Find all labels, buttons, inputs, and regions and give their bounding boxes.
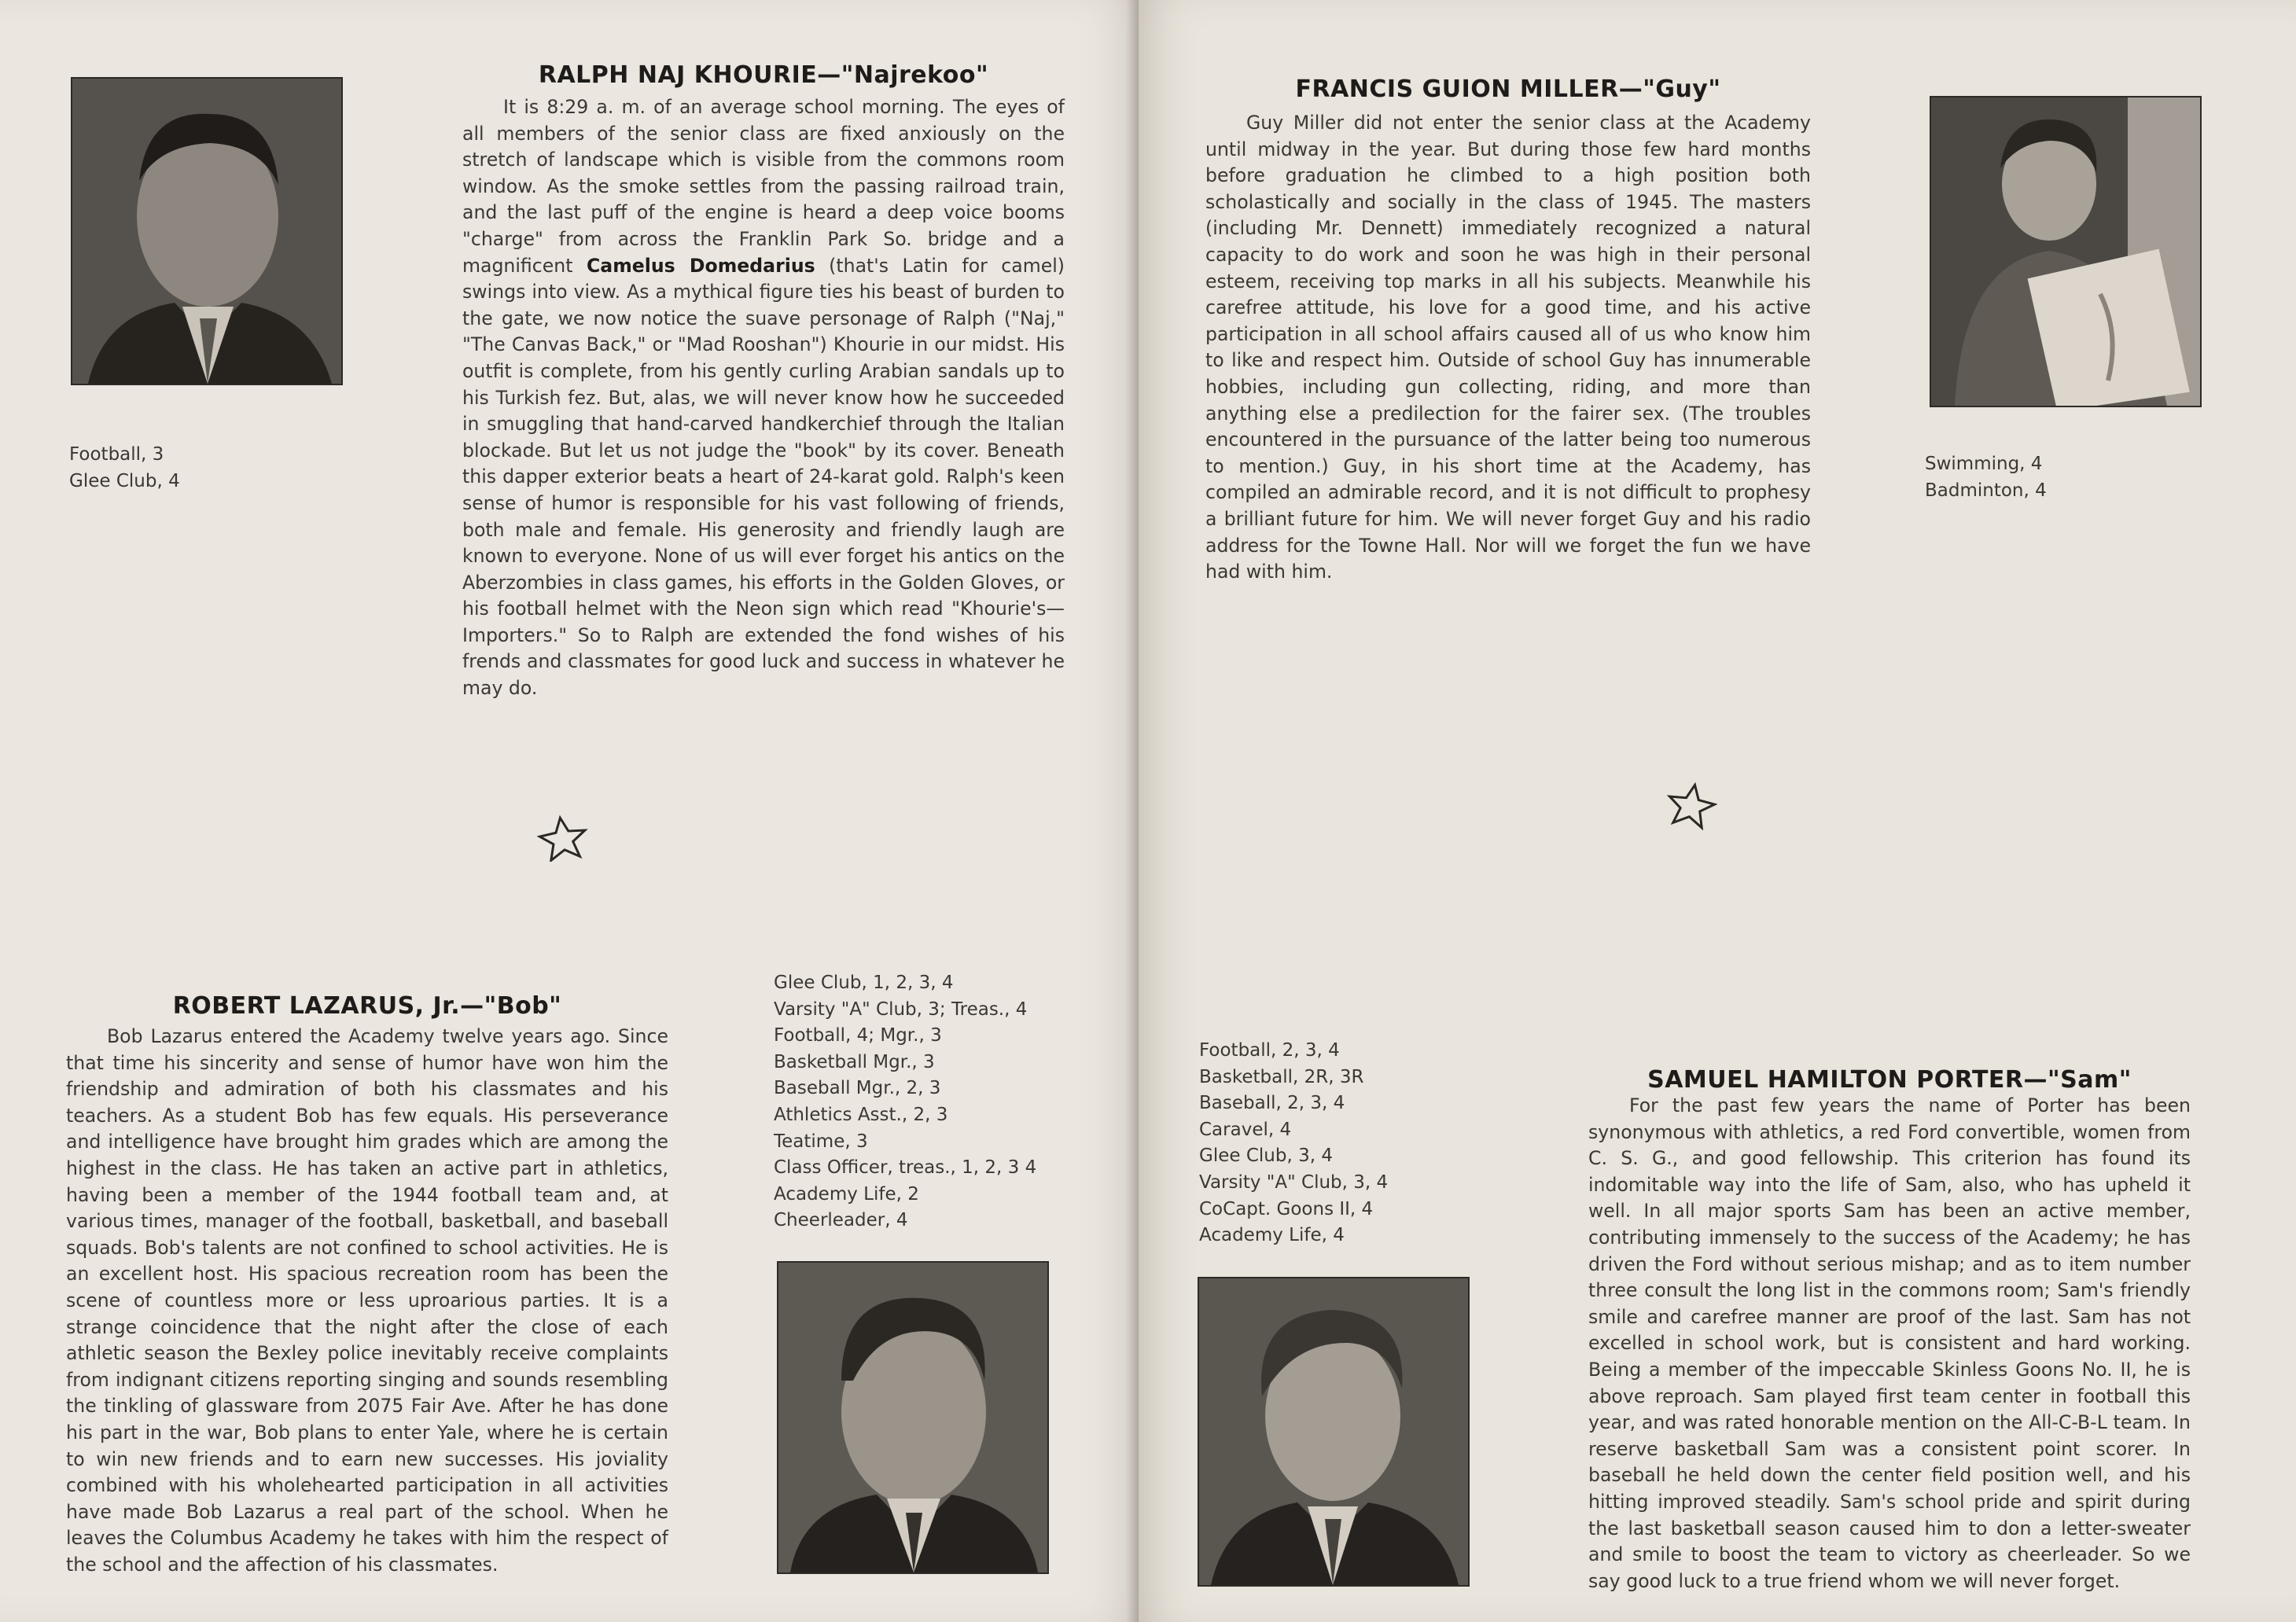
activity-item: Football, 2, 3, 4	[1199, 1040, 1340, 1061]
activity-item: Class Officer, treas., 1, 2, 3 4	[774, 1157, 1037, 1179]
right-page	[1139, 0, 2296, 1622]
porter-activities	[1199, 1038, 1388, 1249]
activity-item: Athletics Asst., 2, 3	[774, 1104, 948, 1125]
lazarus-activities	[774, 970, 1036, 1234]
activity-item: Academy Life, 2	[774, 1183, 919, 1205]
khourie-bio-part1: It is 8:29 a. m. of an average school morning. The eyes of all members of the senior class are fixed anxiously on the stretch of landscape which is visible from the commons room window. As the smoke settles from the passing railroad train, and the last puff of the engine is heard a deep voice booms "charge" from across the Franklin Park So. bridge and a magnificent	[462, 96, 1065, 277]
miller-name-heading: FRANCIS GUION MILLER—"Guy"	[1295, 75, 1721, 103]
activity-item: Basketball Mgr., 3	[774, 1051, 935, 1072]
activity-item: Glee Club, 4	[69, 470, 180, 491]
lazarus-bio	[66, 1024, 668, 1578]
activity-item: Football, 4; Mgr., 3	[774, 1025, 942, 1046]
left-page	[0, 0, 1139, 1622]
miller-portrait-photo	[1930, 96, 2202, 407]
star-icon	[1665, 782, 1717, 830]
activity-item: Football, 3	[69, 444, 164, 465]
activity-item: Teatime, 3	[774, 1131, 868, 1152]
activity-item: Basketball, 2R, 3R	[1199, 1066, 1364, 1087]
activity-item: Academy Life, 4	[1199, 1225, 1345, 1246]
star-icon	[537, 815, 589, 862]
miller-bio-text: Guy Miller did not enter the senior class at the Academy until midway in the year. But during those few hard months before graduation he climbed to a high position both scholastically and socially in the class of 1945. The masters (including Mr. Dennett) immediately recognized a natural capacity to do work and soon he was high in their personal esteem, receiving top marks in all his subjects. Meanwhile his carefree attitude, his love for a good time, and his active participation in all school affairs caused all of us who know him to like and respect him. Outside of school Guy has innumerable hobbies, including gun collecting, riding, and more than anything else a predilection for the fairer sex. (The troubles encountered in the pursuance of the latter being too numerous to mention.) Guy, in his short time at the Academy, has compiled an admirable record, and it is not difficult to prophesy a brilliant future for him. We will never forget Guy and his radio address for the Towne Hall. Nor will we forget the fun we have had with him.	[1205, 112, 1811, 583]
activity-item: Baseball Mgr., 2, 3	[774, 1078, 941, 1099]
porter-bio-text: For the past few years the name of Porter has been synonymous with athletics, a red Ford convertible, women from C. S. G., and good fellowship. This criterion has found its indomitable way into the life of Sam, also, who has upheld it well. In all major sports Sam has been an active member, contributing immensely to the success of the Academy; he has driven the Ford without serious mishap; and as to item number three consult the long list in the commons room; Sam's friendly smile and carefree manner are proof of the last. Sam has not excelled in school work, but is consistent and hard working. Being a member of the impeccable Skinless Goons No. II, he is above reproach. Sam played first team center in football this year, and was rated honorable mention on the All-C-B-L team. In reserve basketball Sam was a consistent point scorer. In baseball he held down the center field position well, and his hitting improved steadily. Sam's school pride and spirit during the last basketball season caused him to don a letter-sweater and smile to boost the team to victory as cheerleader. So we say good luck to a true friend whom we will never forget.	[1588, 1094, 2191, 1592]
activity-item: Caravel, 4	[1199, 1119, 1292, 1140]
activity-item: Varsity "A" Club, 3; Treas., 4	[774, 999, 1028, 1020]
khourie-bio	[462, 94, 1065, 702]
activity-item: Glee Club, 3, 4	[1199, 1146, 1333, 1167]
porter-portrait-photo	[1198, 1277, 1470, 1587]
khourie-portrait-photo	[71, 77, 343, 385]
miller-bio	[1205, 110, 1811, 586]
activity-item: Baseball, 2, 3, 4	[1199, 1093, 1345, 1114]
khourie-name-heading: RALPH NAJ KHOURIE—"Najrekoo"	[538, 61, 989, 89]
khourie-activities	[69, 442, 180, 495]
activity-item: Cheerleader, 4	[774, 1210, 908, 1231]
miller-activities	[1925, 451, 2047, 504]
porter-name-heading: SAMUEL HAMILTON PORTER—"Sam"	[1647, 1066, 2132, 1094]
lazarus-name-heading: ROBERT LAZARUS, Jr.—"Bob"	[172, 992, 562, 1020]
lazarus-portrait-photo	[777, 1261, 1049, 1574]
porter-bio	[1588, 1093, 2191, 1594]
activity-item: Swimming, 4	[1925, 454, 2043, 474]
activity-item: Varsity "A" Club, 3, 4	[1199, 1171, 1389, 1193]
khourie-bio-part2: (that's Latin for camel) swings into view. As a mythical figure ties his beast of burden to the gate, we now notice the suave personage of Ralph ("Naj," "The Canvas Back," or "Mad Rooshan") Khourie in our midst. His outfit is complete, from his gently curling Arabian sandals up to his Turkish fez. But, alas, we will never know how he succeeded in smuggling that hand-carved handkerchief through the Italian blockade. But let us not judge the "book" by its cover. Beneath this dapper exterior beats a heart of 24-karat gold. Ralph's keen sense of humor is responsible for his vast following of friends, both male and female. His generosity and friendly laugh are known to everyone. None of us will ever forget his antics on the Aberzombies in class games, his efforts in the Golden Gloves, or his football helmet with the Neon sign which read "Khourie's—Importers." So to Ralph are extended the fond wishes of his frends and classmates for good luck and success in whatever he may do.	[462, 254, 1065, 700]
lazarus-bio-text: Bob Lazarus entered the Academy twelve years ago. Since that time his sincerity and sense of humor have won him the friendship and admiration of both his classmates and his teachers. As a student Bob has few equals. His perseverance and intelligence have brought him grades which are among the highest in the class. He has taken an active part in athletics, having been a member of the 1944 football team and, at various times, manager of the football, basketball, and baseball squads. Bob's talents are not confined to school activities. He is an excellent host. His spacious recreation room has been the scene of countless more or less uproarious parties. It is a strange coincidence that the night after the close of each athletic season the Bexley police inevitably receive complaints from indignant citizens reporting singing and sounds resembling the tinkling of glassware from 2075 Fair Ave. After he has done his part in the war, Bob plans to enter Yale, where he is certain to win new friends and to earn new successes. His joviality combined with his wholehearted participation in all activities have made Bob Lazarus a real part of the school. When he leaves the Columbus Academy he takes with him the respect of the school and the affection of his classmates.	[66, 1025, 668, 1576]
khourie-bio-emphasis: Camelus Domedarius	[586, 254, 815, 277]
activity-item: Glee Club, 1, 2, 3, 4	[774, 973, 954, 993]
activity-item: CoCapt. Goons II, 4	[1199, 1198, 1374, 1219]
activity-item: Badminton, 4	[1925, 480, 2047, 501]
